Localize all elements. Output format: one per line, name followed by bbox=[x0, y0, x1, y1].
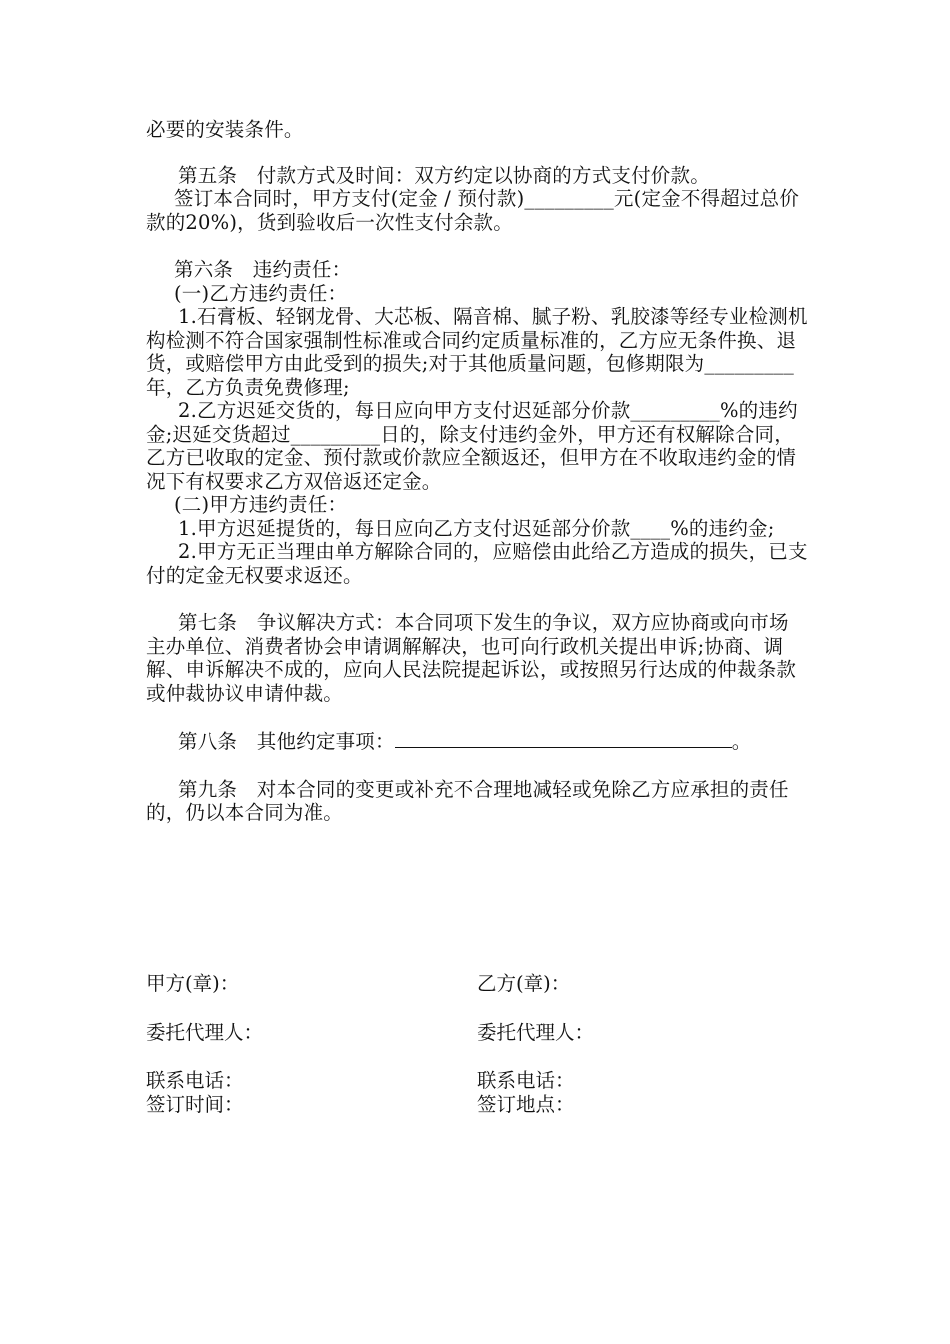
contract-body bbox=[146, 118, 808, 825]
article-6-section-1-item-2: 2.乙方迟延交货的，每日应向甲方支付迟延部分价款_________%的违约金;迟延交货超过_________日的，除支付违约金外，甲方还有权解除合同，乙方已收取的定金、预付款或价款应全额返还，但甲方在不收取违约金的情况下有权要求乙方双倍返还定金。 bbox=[146, 399, 798, 493]
article-6-section-1-item-1: 1.石膏板、轻钢龙骨、大芯板、隔音棉、腻子粉、乳胶漆等经专业检测机构检测不符合国家强制性标准或合同约定质量标准的，乙方应无条件换、退货，或赔偿甲方由此受到的损失;对于其他质量问题，包修期限为_________年，乙方负责免费修理; bbox=[146, 305, 808, 399]
article-8-label: 第八条 其他约定事项： bbox=[178, 730, 395, 753]
signature-block bbox=[146, 972, 808, 1116]
article-6-section-2-item-1: 1.甲方迟延提货的，每日应向乙方支付迟延部分价款____%的违约金; bbox=[178, 516, 775, 540]
article-8-blank-line bbox=[395, 729, 732, 748]
party-b-seal-label: 乙方(章)： bbox=[477, 972, 571, 995]
article-5-title: 第五条 付款方式及时间：双方约定以协商的方式支付价款。 bbox=[178, 163, 710, 187]
article-7: 第七条 争议解决方式：本合同项下发生的争议，双方应协商或向市场主办单位、消费者协会申请调解解决，也可向行政机关提出申诉;协商、调解、申诉解决不成的，应向人民法院提起诉讼，或按照另行达成的仲裁条款或仲裁协议申请仲裁。 bbox=[146, 611, 797, 705]
party-a-agent-label: 委托代理人： bbox=[146, 1020, 264, 1044]
signing-time-label: 签订时间： bbox=[146, 1092, 244, 1116]
article-9: 第九条 对本合同的变更或补充不合理地减轻或免除乙方应承担的责任的，仍以本合同为准。 bbox=[146, 777, 789, 824]
signing-place-label: 签订地点： bbox=[477, 1092, 575, 1116]
article-8-end: 。 bbox=[731, 730, 752, 753]
article-6-title: 第六条 违约责任： bbox=[174, 258, 352, 281]
party-a-seal-label: 甲方(章)： bbox=[146, 972, 240, 995]
article-6-section-1-title: (一)乙方违约责任： bbox=[174, 281, 348, 305]
article-6-section-2-item-2: 2.甲方无正当理由单方解除合同的，应赔偿由此给乙方造成的损失，已支付的定金无权要求返还。 bbox=[146, 540, 808, 587]
article-6-section-2-title: (二)甲方违约责任： bbox=[174, 493, 348, 516]
article-5-body: 签订本合同时，甲方支付(定金 / 预付款)_________元(定金不得超过总价款的20%)，货到验收后一次性支付余款。 bbox=[146, 187, 800, 234]
party-b-agent-label: 委托代理人： bbox=[477, 1020, 595, 1044]
party-a-phone-label: 联系电话： bbox=[146, 1069, 244, 1092]
party-b-phone-label: 联系电话： bbox=[477, 1069, 575, 1092]
paragraph-install-conditions: 必要的安装条件。 bbox=[146, 118, 304, 141]
article-8 bbox=[146, 729, 808, 754]
